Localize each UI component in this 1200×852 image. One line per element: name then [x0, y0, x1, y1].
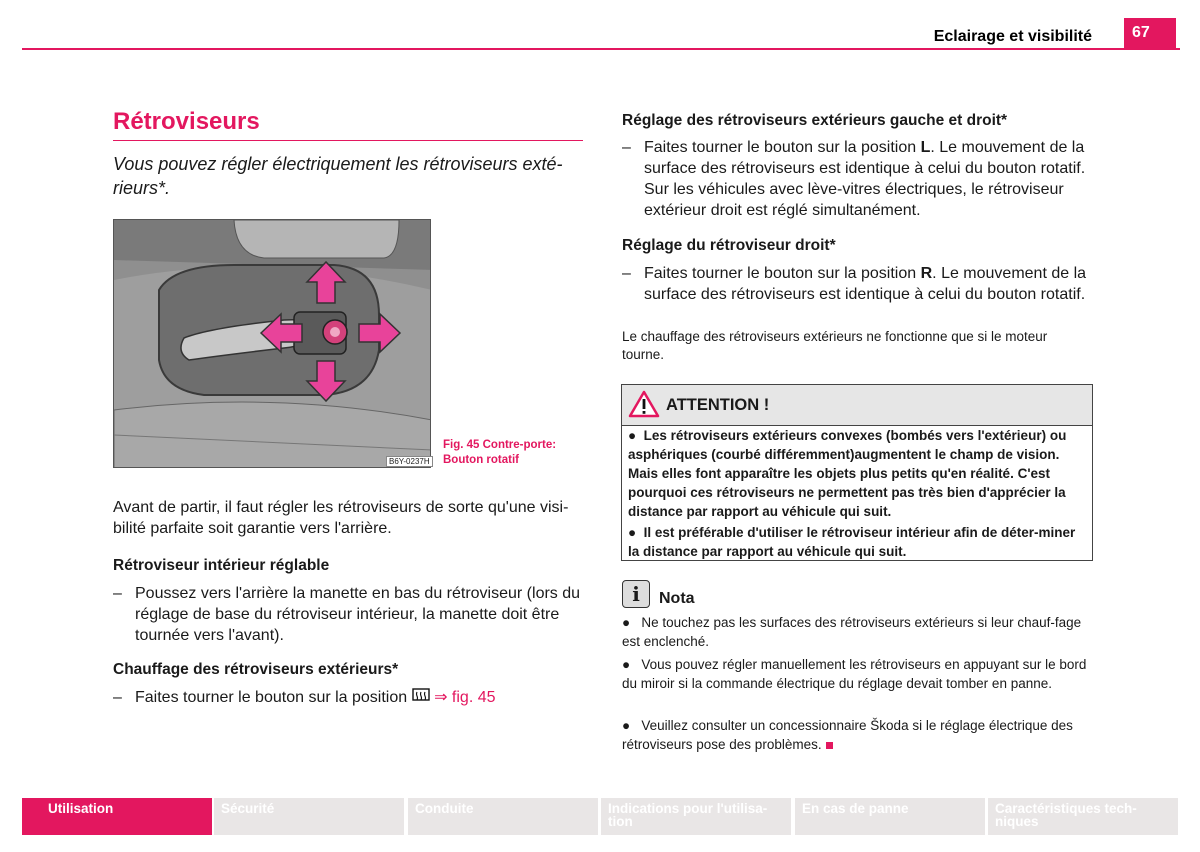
attention-item-1: [628, 426, 1088, 521]
footer-tab-caracteristiques[interactable]: Caractéristiques tech-niques: [988, 798, 1178, 835]
dash-marker: –: [113, 585, 122, 602]
title-rule: [113, 140, 583, 141]
figure-caption-number: Fig. 45 Contre-porte:: [443, 439, 557, 451]
figure-reference-link[interactable]: ⇒ fig. 45: [434, 689, 496, 706]
mirror-heating-step: [113, 687, 583, 709]
bullet-icon: ●: [622, 718, 642, 733]
dash-marker: –: [113, 689, 122, 706]
arrow-up-icon: [307, 262, 345, 303]
arrow-right-icon: [359, 314, 400, 352]
footer-tab-securite[interactable]: Sécurité: [214, 798, 404, 835]
figure-caption: [443, 438, 593, 468]
info-icon: i: [622, 580, 650, 608]
left-right-mirror-heading: Réglage des rétroviseurs extérieurs gauche et droit*: [622, 112, 1008, 129]
right-step-text-b: . Le mouvement de la surface des rétroviseurs est identique à celui du bouton rotatif.: [644, 265, 1087, 303]
position-r-symbol: R: [920, 265, 933, 282]
footer-tab-indications[interactable]: Indications pour l'utilisa-tion: [601, 798, 791, 835]
position-l-symbol: L: [920, 139, 931, 156]
footer-tab-utilisation[interactable]: Utilisation: [22, 798, 212, 835]
right-step-text-a: Faites tourner le bouton sur la position: [644, 265, 917, 282]
bullet-icon: ●: [628, 428, 644, 443]
nota-item-2: [622, 655, 1092, 693]
chapter-title: Eclairage et visibilité: [933, 28, 1092, 45]
end-marker-icon: [826, 742, 833, 749]
nota-item-1: [622, 613, 1092, 651]
bullet-icon: ●: [622, 657, 642, 672]
direction-arrows: [114, 220, 431, 468]
dash-marker: –: [622, 139, 631, 156]
warning-triangle-icon: [628, 390, 660, 418]
interior-mirror-step-text: Poussez vers l'arrière la manette en bas du rétroviseur (lors du réglage de base du rétroviseur intérieur, la manette doit être tournée vers l'avant).: [135, 585, 581, 644]
nota-item-3: [622, 716, 1092, 754]
attention-box: [621, 384, 1093, 561]
figure-caption-title: Bouton rotatif: [443, 454, 520, 466]
heating-note: Le chauffage des rétroviseurs extérieurs ne fonctionne que si le moteur tourne.: [622, 329, 1048, 362]
attention-item-1-text: Les rétroviseurs extérieurs convexes (bombés vers l'extérieur) ou asphériques (courbé différemment)augmentent le champ de vision. Mais elles font apparaître les objets plus petits qu'en réalité. C'est pourquoi ces rétroviseurs ne permettent pas très bien d'apprécier la distance par rapport au véhicule qui suit.: [628, 428, 1067, 519]
attention-label: ATTENTION !: [666, 396, 770, 414]
footer-tab-conduite[interactable]: Conduite: [408, 798, 598, 835]
mirror-heating-step-text: Faites tourner le bouton sur la position: [135, 689, 408, 706]
left-right-mirror-step: [622, 137, 1097, 223]
interior-mirror-step: [113, 583, 583, 649]
bullet-icon: ●: [628, 525, 644, 540]
right-mirror-heading: Réglage du rétroviseur droit*: [622, 237, 836, 254]
nota-item-3-text: Veuillez consulter un concessionnaire Škoda si le réglage électrique des rétroviseurs pose des problèmes.: [622, 718, 1073, 752]
footer-tab-panne[interactable]: En cas de panne: [795, 798, 985, 835]
right-mirror-step: [622, 263, 1097, 307]
mirror-heating-heading: Chauffage des rétroviseurs extérieurs*: [113, 661, 399, 678]
heated-mirror-icon: [412, 688, 430, 704]
attention-item-2: [628, 523, 1088, 561]
interior-mirror-heading: Rétroviseur intérieur réglable: [113, 557, 330, 574]
nota-label: Nota: [659, 590, 695, 607]
arrow-left-icon: [261, 314, 302, 352]
attention-item-2-text: Il est préférable d'utiliser le rétroviseur intérieur afin de déter-miner la distance par rapport au véhicule qui suit.: [628, 525, 1076, 559]
section-title: Rétroviseurs: [113, 108, 260, 135]
nota-item-2-text: Vous pouvez régler manuellement les rétroviseurs en appuyant sur le bord du miroir si la commande électrique du réglage devait tomber en panne.: [622, 657, 1087, 691]
left-right-step-text-b: . Le mouvement de la surface des rétroviseurs est identique à celui du bouton rotatif. Sur les véhicules avec lève-vitres électriques, le rétroviseur extérieur droit est réglé simultanément.: [644, 139, 1086, 219]
section-intro: Vous pouvez régler électriquement les rétroviseurs exté-rieurs*.: [113, 154, 563, 198]
page-number: 67: [1124, 18, 1176, 48]
figure-code: B6Y-0237H: [386, 456, 433, 467]
bullet-icon: ●: [622, 615, 642, 630]
left-right-step-text-a: Faites tourner le bouton sur la position: [644, 139, 917, 156]
attention-header: [622, 385, 1092, 426]
nota-item-1-text: Ne touchez pas les surfaces des rétroviseurs extérieurs si leur chauf-fage est enclenché.: [622, 615, 1082, 649]
dash-marker: –: [622, 265, 631, 282]
arrow-down-icon: [307, 361, 345, 401]
door-panel-figure: [113, 219, 431, 468]
body-paragraph: Avant de partir, il faut régler les rétroviseurs de sorte qu'une visi-bilité parfaite soit garantie vers l'arrière.: [113, 499, 569, 537]
header-rule: [22, 48, 1180, 50]
